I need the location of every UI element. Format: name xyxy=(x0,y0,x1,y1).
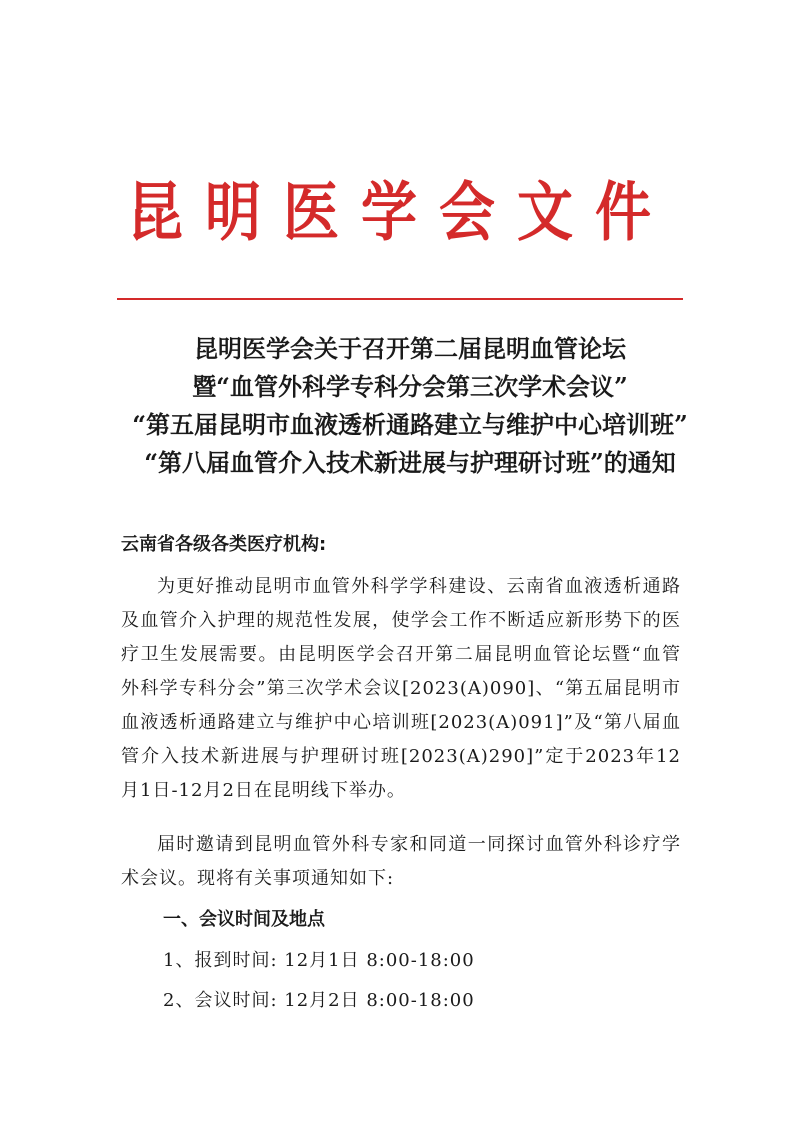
salutation: 云南省各级各类医疗机构: xyxy=(121,534,327,555)
notice-title xyxy=(110,330,710,482)
title-line-1: 昆明医学会关于召开第二届昆明血管论坛 xyxy=(194,334,626,363)
paragraph-invitation: 届时邀请到昆明血管外科专家和同道一同探讨血管外科诊疗学术会议。现将有关事项通知如下: xyxy=(121,834,681,889)
section-heading-time-location: 一、会议时间及地点 xyxy=(163,909,325,930)
detail-meeting-time: 2、会议时间: 12月2日 8:00-18:00 xyxy=(163,990,475,1011)
paragraph-intro: 为更好推动昆明市血管外科学学科建设、云南省血液透析通路及血管介入护理的规范性发展，使学会工作不断适应新形势下的医疗卫生发展需要。由昆明医学会召开第二届昆明血管论坛暨“血管外科学专科分会”第三次学术会议[2023(A)090]、“第五届昆明市血液透析通路建立与维护中心培训班[2023(A)091]”及“第八届血管介入技术新进展与护理研讨班[2023(A)290]”定于2023年12月1日-12月2日在昆明线下举办。 xyxy=(121,576,681,801)
red-divider-line xyxy=(117,298,683,300)
title-line-4: “第八届血管介入技术新进展与护理研讨班”的通知 xyxy=(144,448,676,477)
masthead-title: 昆明医学会文件 xyxy=(127,175,673,251)
title-line-2: 暨“血管外科学专科分会第三次学术会议” xyxy=(192,372,628,401)
title-line-3: “第五届昆明市血液透析通路建立与维护中心培训班” xyxy=(132,410,688,439)
detail-registration-time: 1、报到时间: 12月1日 8:00-18:00 xyxy=(163,950,475,971)
